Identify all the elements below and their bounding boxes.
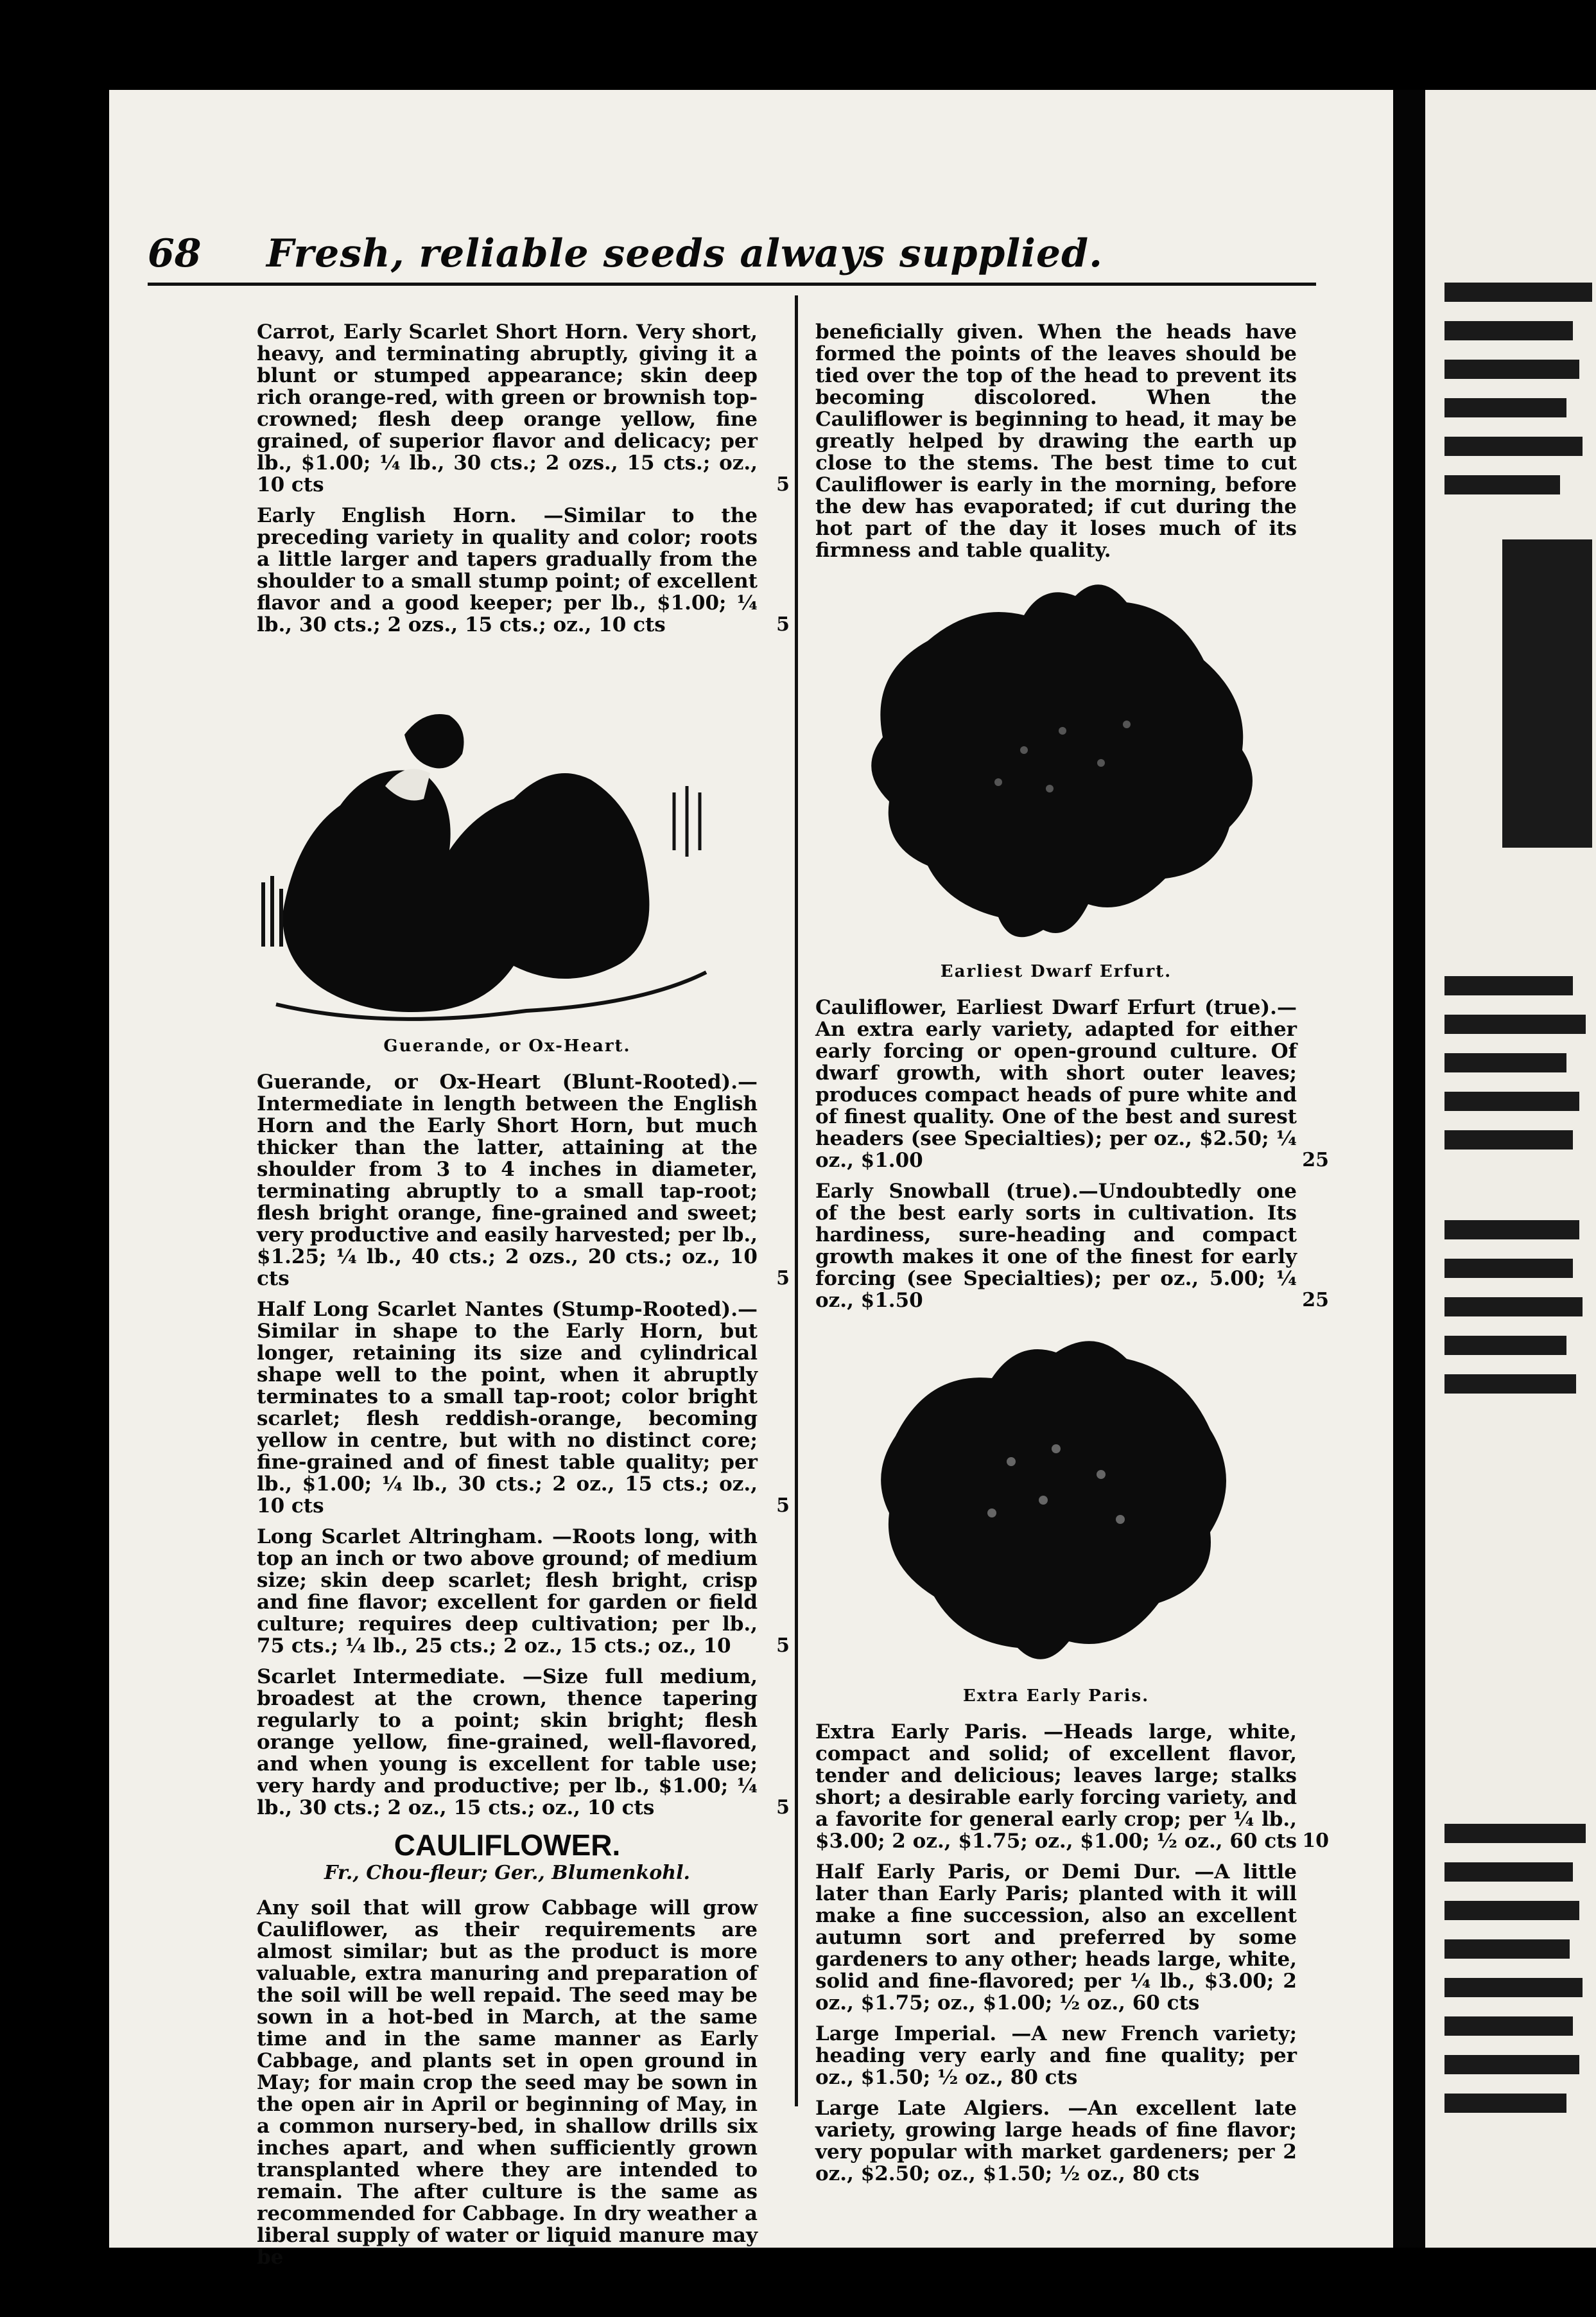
product-description: —A new French variety; heading very early and fine quality; per oz., $1.50; ½ oz., 80 cts xyxy=(815,2022,1297,2089)
section-body-text: Any soil that will grow Cabbage will grow Cauliflower, as their requirements are almost similar; but as the product is more valuable, extra manuring and preparation of the soil will be well repaid. The seed may be sown in a hot-bed in March, at the same time and in the same manner as Early Cabbage, and plants set in open ground in May; for main crop the seed may be sown in the open air in April or beginning of May, in a common nursery-bed, in shallow drills six inches apart, and when sufficiently grown transplanted where they are intended to remain. The after culture is the same as recommended for Cabbage. In dry weather a liberal supply of water or liquid manure may be xyxy=(257,1896,758,2269)
product-name: Large Imperial. xyxy=(815,2022,997,2045)
adjacent-text-line xyxy=(1444,283,1592,302)
product-name: Early Snowball xyxy=(815,1180,991,1203)
left-column xyxy=(257,320,790,2277)
product-name: Half Long Scarlet Nantes xyxy=(257,1298,544,1321)
earliest-dwarf-erfurt-illustration xyxy=(831,570,1281,956)
adjacent-illustration xyxy=(1502,539,1592,848)
packet-price: 5 xyxy=(776,1796,790,1819)
adjacent-text-line xyxy=(1444,2016,1573,2036)
packet-price: 5 xyxy=(776,1267,790,1290)
adjacent-text-line xyxy=(1444,1862,1573,1882)
ox-heart-carrot-illustration xyxy=(257,645,758,1030)
product-name: Carrot, Early Scarlet Short Horn. xyxy=(257,320,629,344)
product-name: Guerande, or Ox-Heart xyxy=(257,1071,541,1094)
product-entry xyxy=(257,504,790,636)
page-gutter xyxy=(1393,90,1425,2248)
adjacent-text-line xyxy=(1444,475,1560,494)
packet-price: 5 xyxy=(776,473,790,496)
adjacent-text-line xyxy=(1444,1015,1586,1034)
illustration-caption: Guerande, or Ox-Heart. xyxy=(383,1036,631,1056)
adjacent-text-line xyxy=(1444,321,1573,340)
extra-early-paris-illustration xyxy=(851,1320,1262,1680)
product-description: (true).—An extra early variety, adapted for either early forcing or open-ground culture. Of dwarf growth, with short outer leaves; produces compact heads of pure white and of finest quality. One of the best and surest headers (see Specialties); per oz., $2.50; ¼ oz., $1.00 xyxy=(815,996,1297,1172)
product-name: Long Scarlet Altringham. xyxy=(257,1525,544,1548)
packet-price: 25 xyxy=(1302,1149,1329,1171)
running-title: Fresh, reliable seeds always supplied. xyxy=(266,231,1103,276)
packet-price: 25 xyxy=(1302,1289,1329,1311)
product-name: Large Late Algiers. xyxy=(815,2097,1050,2120)
product-entry xyxy=(815,996,1329,1172)
adjacent-text-line xyxy=(1444,1092,1579,1111)
adjacent-text-line xyxy=(1444,2094,1566,2113)
adjacent-text-line xyxy=(1444,1297,1583,1316)
product-name: Cauliflower, Earliest Dwarf Erfurt xyxy=(815,996,1196,1019)
product-entry xyxy=(815,1180,1329,1312)
product-name: Early English Horn. xyxy=(257,504,517,527)
product-description: —An excellent late variety, growing large heads of fine flavor; very popular with market gardeners; per 2 oz., $2.50; oz., $1.50; ½ oz., 80 cts xyxy=(815,2097,1297,2185)
product-entry xyxy=(815,1861,1297,2014)
packet-price: 5 xyxy=(776,1634,790,1657)
packet-price: 5 xyxy=(776,1494,790,1517)
page-header xyxy=(148,231,1316,286)
adjacent-text-line xyxy=(1444,1374,1576,1394)
product-name: Scarlet Intermediate. xyxy=(257,1665,506,1688)
adjacent-text-line xyxy=(1444,1901,1579,1920)
adjacent-text-line xyxy=(1444,1978,1583,1997)
adjacent-text-line xyxy=(1444,1939,1570,1959)
product-entry xyxy=(257,1525,790,1657)
product-name: Half Early Paris, or Demi Dur. xyxy=(815,1860,1181,1884)
section-subheading: Fr., Chou-fleur; Ger., Blumenkohl. xyxy=(324,1862,690,1884)
adjacent-text-line xyxy=(1444,1053,1566,1072)
product-entry xyxy=(815,1720,1329,1853)
adjacent-text-line xyxy=(1444,1130,1573,1150)
product-entry xyxy=(257,1298,790,1517)
adjacent-text-line xyxy=(1444,398,1566,417)
adjacent-text-line xyxy=(1444,1336,1566,1355)
product-description: Very short, heavy, and terminating abruptly, giving it a blunt or stumped appearance; skin deep rich orange-red, with green or brownish top-crowned; flesh deep orange yellow, fine grained, of superior flavor and delicacy; per lb., $1.00; ¼ lb., 30 cts.; 2 ozs., 15 cts.; oz., 10 cts xyxy=(257,320,758,496)
page-number: 68 xyxy=(148,231,202,276)
product-description: (true).—Undoubtedly one of the best early sorts in cultivation. Its hardiness, sure-heading and compact growth makes it one of the finest for early forcing (see Specialties); per oz., 5.00; ¼ oz., $1.50 xyxy=(815,1180,1297,1312)
adjacent-text-line xyxy=(1444,360,1579,379)
right-column xyxy=(815,320,1329,2194)
packet-price: 10 xyxy=(1302,1830,1329,1852)
adjacent-text-line xyxy=(1444,976,1573,995)
product-entry xyxy=(815,2023,1297,2088)
product-entry xyxy=(257,1071,790,1290)
intro-paragraph: beneficially given. When the heads have formed the points of the leaves should be tied over the top of the head to prevent its becoming discolored. When the Cauliflower is beginning to head, it may be greatly helped by drawing the earth up close to the stems. The best time to cut Cauliflower is early in the morning, before the dew has evaporated; if cut during the hot part of the day it loses much of its firmness and table quality. xyxy=(815,320,1297,562)
packet-price: 5 xyxy=(776,613,790,636)
product-entry xyxy=(815,2097,1297,2185)
adjacent-text-line xyxy=(1444,2055,1579,2074)
product-description: —Size full medium, broadest at the crown, thence tapering regularly to a point; skin bright; flesh orange yellow, fine-grained, well-flavored, and when young is excellent for table use; very hardy and productive; per lb., $1.00; ¼ lb., 30 cts.; 2 oz., 15 cts.; oz., 10 cts xyxy=(257,1665,758,1819)
product-description: —Heads large, white, compact and solid; of excellent flavor, tender and delicious; leaves large; stalks short; a desirable early forcing variety, and a favorite for general early crop; per ¼ lb., $3.00; 2 oz., $1.75; oz., $1.00; ½ oz., 60 cts xyxy=(815,1720,1297,1853)
product-name: Extra Early Paris. xyxy=(815,1720,1028,1744)
adjacent-text-line xyxy=(1444,1220,1579,1239)
adjacent-text-line xyxy=(1444,437,1583,456)
product-entry xyxy=(257,320,790,496)
product-entry xyxy=(257,1665,790,1819)
product-description: —Roots long, with top an inch or two above ground; of medium size; skin deep scarlet; flesh bright, crisp and fine flavor; excellent for garden or field culture; requires deep cultivation; per lb., 75 cts.; ¼ lb., 25 cts.; 2 oz., 15 cts.; oz., 10 xyxy=(257,1525,758,1657)
product-description: —Similar to the preceding variety in quality and color; roots a little larger and tapers gradually from the shoulder to a small stump point; of excellent flavor and a good keeper; per lb., $1.00; ¼ lb., 30 cts.; 2 ozs., 15 cts.; oz., 10 cts xyxy=(257,504,758,636)
section-heading: CAULIFLOWER. xyxy=(394,1828,621,1862)
product-description: (Stump-Rooted).—Similar in shape to the Early Horn, but longer, retaining its size and cylindrical shape well to the point, when it abruptly terminates to a small tap-root; color bright scarlet; flesh reddish-orange, becoming yellow in centre, but with no distinct core; fine-grained and of finest table quality; per lb., $1.00; ¼ lb., 30 cts.; 2 oz., 15 cts.; oz., 10 cts xyxy=(257,1298,758,1517)
adjacent-page-fragment xyxy=(1425,90,1596,2248)
adjacent-text-line xyxy=(1444,1259,1573,1278)
product-description: —A little later than Early Paris; planted with it will make a fine succession, also an excellent autumn sort and preferred by some gardeners to any other; heads large, white, solid and fine-flavored; per ¼ lb., $3.00; 2 oz., $1.75; oz., $1.00; ½ oz., 60 cts xyxy=(815,1860,1297,2015)
column-divider xyxy=(795,295,798,2106)
product-description: (Blunt-Rooted).—Intermediate in length between the English Horn and the Early Short Horn, but much thicker than the latter, attaining at the shoulder from 3 to 4 inches in diameter, terminating abruptly to a small tap-root; flesh bright orange, fine-grained and sweet; very productive and easily harvested; per lb., $1.25; ¼ lb., 40 cts.; 2 ozs., 20 cts.; oz., 10 cts xyxy=(257,1071,758,1290)
adjacent-text-line xyxy=(1444,1824,1586,1843)
illustration-caption: Earliest Dwarf Erfurt. xyxy=(940,962,1172,981)
illustration-caption: Extra Early Paris. xyxy=(962,1686,1150,1706)
